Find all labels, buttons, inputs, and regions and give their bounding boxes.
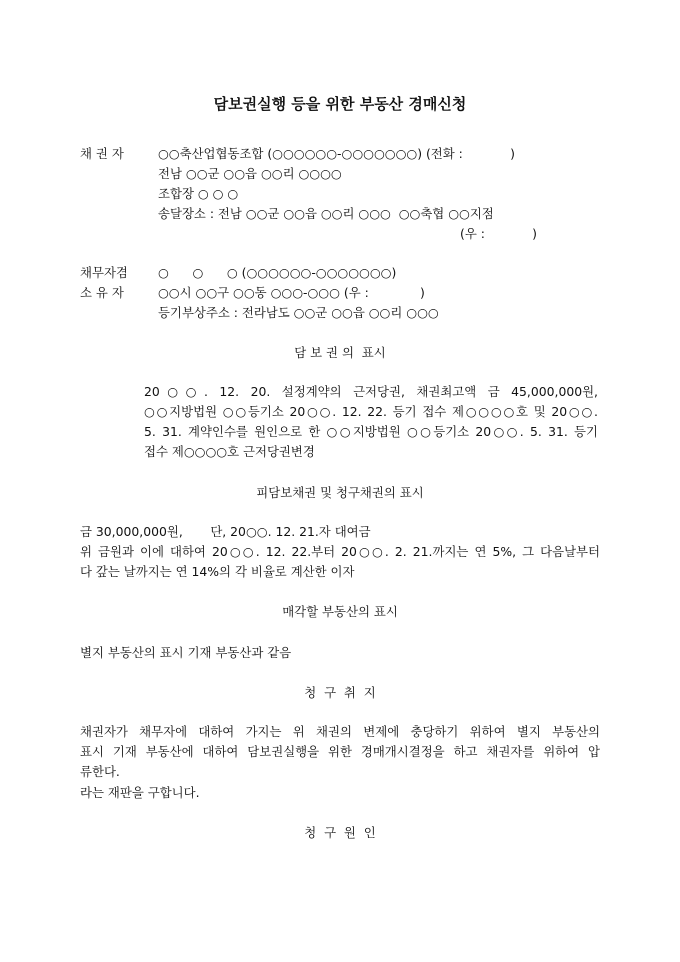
- collateral-line: 5. 31. 계약인수를 원인으로 한 ○○지방법원 ○○등기소 20○○. 5. 31. 등기: [144, 424, 598, 439]
- debtor-address: ○○시 ○○구 ○○동 ○○○-○○○ (우 : ): [158, 285, 425, 300]
- debtor-label: 채무자겸: [80, 265, 128, 280]
- purpose-line: 채권자가 채무자에 대하여 가지는 위 채권의 변제에 충당하기 위하여 별지 부동산의: [80, 724, 600, 739]
- debtor-registry-address: 등기부상주소 : 전라남도 ○○군 ○○읍 ○○리 ○○○: [158, 305, 439, 320]
- document-title: 담보권실행 등을 위한 부동산 경매신청: [213, 95, 467, 113]
- creditor-name: ○○축산업협동조합 (○○○○○○-○○○○○○○) (전화 : ): [158, 146, 515, 161]
- purpose-heading: 청 구 취 지: [304, 685, 376, 700]
- debtor-name: ○ ○ ○ (○○○○○○-○○○○○○○): [158, 265, 397, 280]
- cause-heading: 청 구 원 인: [304, 825, 376, 840]
- claim-line: 위 금원과 이에 대하여 20○○. 12. 22.부터 20○○. 2. 21.까지는 연 5%, 그 다음날부터: [80, 544, 600, 559]
- property-text: 별지 부동산의 표시 기재 부동산과 같음: [80, 645, 292, 660]
- collateral-line: ○○지방법원 ○○등기소 20○○. 12. 22. 등기 접수 제○○○○호 및 20○○.: [144, 404, 598, 419]
- creditor-postal-code: (우 : ): [460, 226, 538, 241]
- claim-line: 금 30,000,000원, 단, 20○○. 12. 21.자 대여금: [80, 524, 371, 539]
- collateral-line: 접수 제○○○○호 근저당권변경: [144, 444, 315, 459]
- claim-heading: 피담보채권 및 청구채권의 표시: [256, 485, 424, 500]
- purpose-line: 표시 기재 부동산에 대하여 담보권실행을 위한 경매개시결정을 하고 채권자를 위하여 압: [80, 744, 600, 759]
- creditor-representative: 조합장 ○ ○ ○: [158, 186, 239, 201]
- creditor-label: 채 권 자: [80, 146, 124, 161]
- purpose-line: 라는 재판을 구합니다.: [80, 785, 200, 800]
- creditor-address: 전남 ○○군 ○○읍 ○○리 ○○○○: [158, 166, 342, 181]
- collateral-line: 20○○. 12. 20. 설정계약의 근저당권, 채권최고액 금 45,000,000원,: [144, 384, 598, 399]
- collateral-heading: 담 보 권 의 표시: [294, 345, 386, 360]
- creditor-delivery-address: 송달장소 : 전남 ○○군 ○○읍 ○○리 ○○○ ○○축협 ○○지점: [158, 206, 494, 221]
- property-heading: 매각할 부동산의 표시: [282, 604, 398, 619]
- owner-label: 소 유 자: [80, 285, 124, 300]
- purpose-line: 류한다.: [80, 764, 120, 779]
- claim-line: 다 갚는 날까지는 연 14%의 각 비율로 계산한 이자: [80, 564, 355, 579]
